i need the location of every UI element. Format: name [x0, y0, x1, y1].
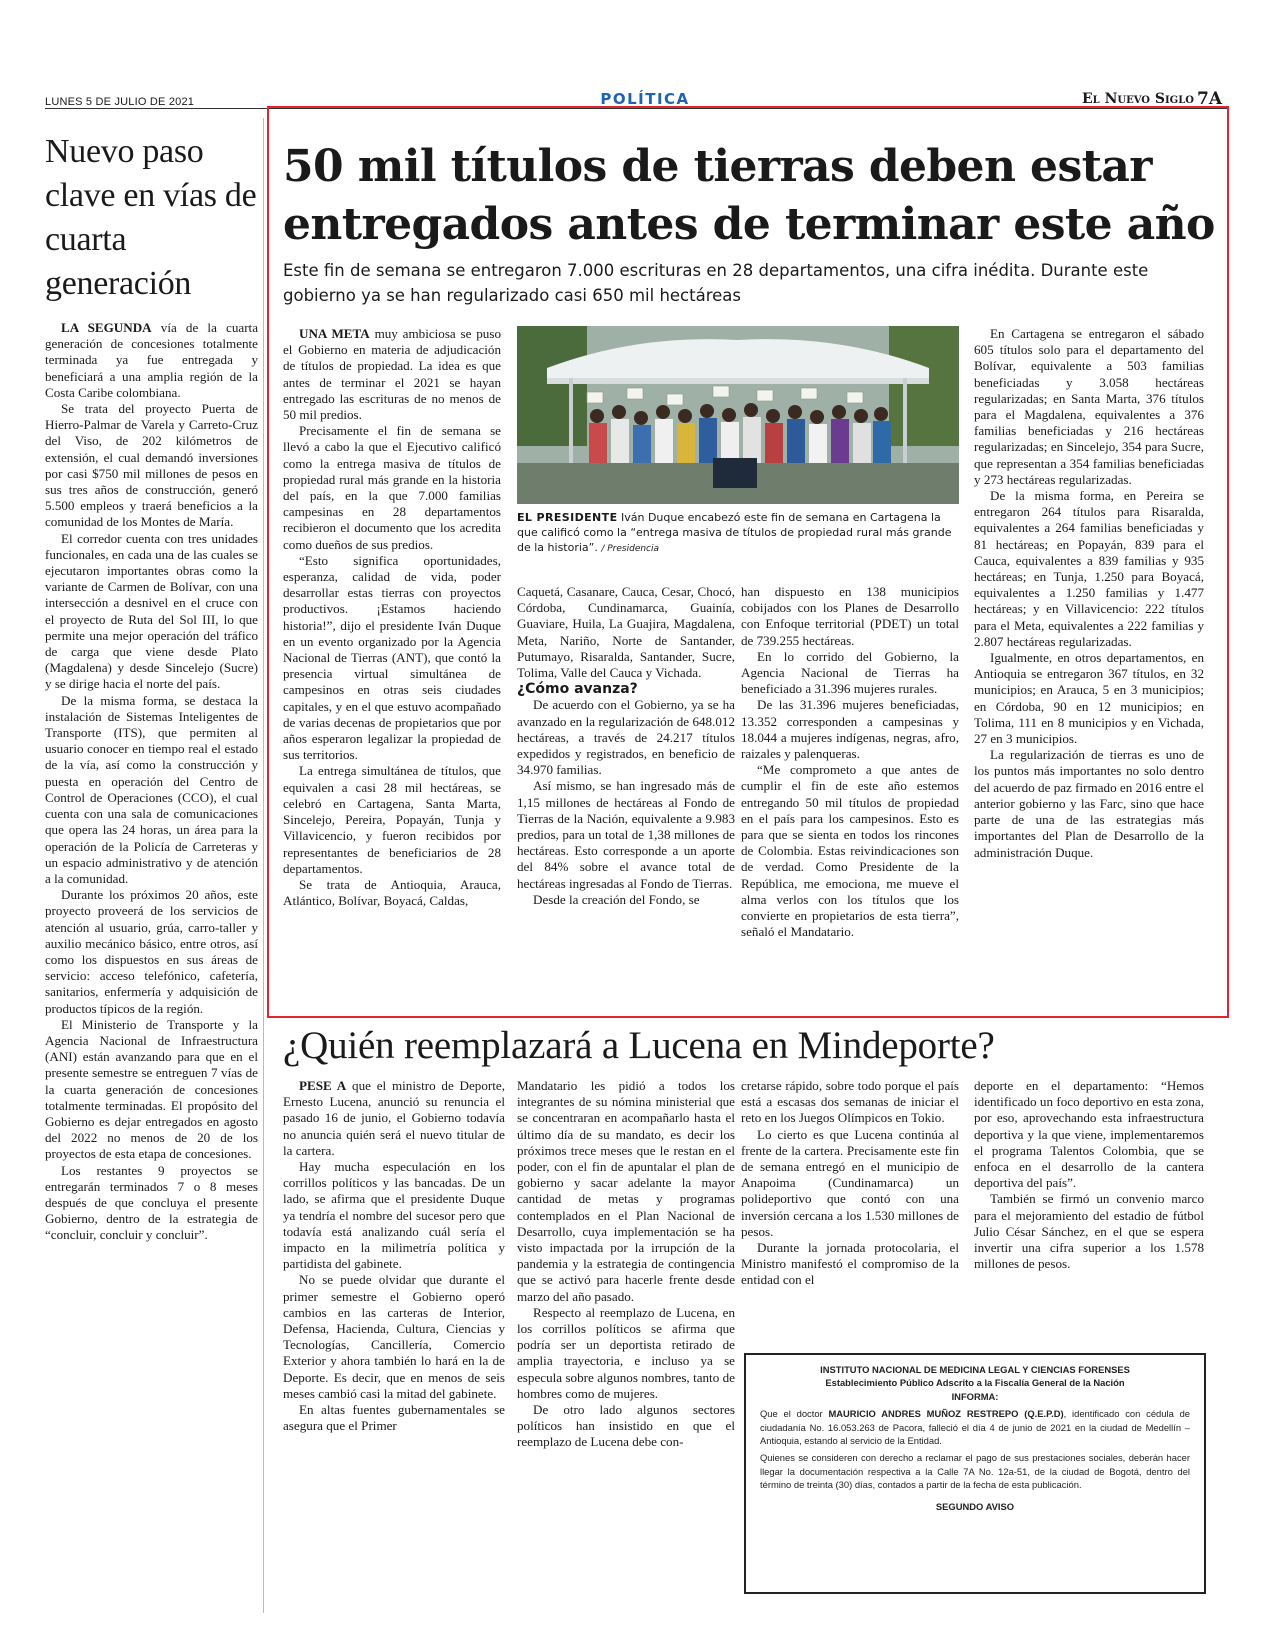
article-paragraph: Respecto al reemplazo de Lucena, en los corrillos políticos se afirma que podría ser un deportista retirado de amplia trayectoria, e incluso ya se especula sobre algunos nombres, tanto de hombres como de mujeres.	[517, 1304, 735, 1401]
article-paragraph: De otro lado algunos sectores políticos han insistido en que el reemplazo de Lucena debe con-	[517, 1402, 735, 1450]
second-column-1	[283, 1078, 505, 1434]
left-article	[45, 130, 258, 1244]
article-paragraph: Precisamente el fin de semana se llevó a cabo la que el Ejecutivo calificó como la entrega masiva de títulos de propiedad rural más grande en la historia del país, en la que 7.000 familias campesinas en 28 departamentos recibieron el documento que los acredita como dueños de sus predios.	[283, 423, 501, 552]
article-paragraph: No se puede olvidar que durante el primer semestre el Gobierno operó cambios en las carteras de Interior, Defensa, Hacienda, Cultura, Ciencias y Tecnologías, Cancillería, Comercio Exterior y ahora también lo hará en la de Deporte. Es decir, que en menos de seis meses cambió casi la mitad del gabinete.	[283, 1272, 505, 1401]
newspaper-brand: El Nuevo Siglo	[1082, 91, 1194, 107]
article-paragraph: UNA META muy ambiciosa se puso el Gobierno en materia de adjudicación de títulos de propiedad. La idea es que antes de terminar el 2021 se hayan entregado las escrituras de no menos de 50 mil predios.	[283, 326, 501, 423]
article-paragraph: LA SEGUNDA vía de la cuarta generación de concesiones totalmente terminada ya fue entregada y beneficiará a una amplia región de la Costa Caribe colombiana.	[45, 320, 259, 400]
article-paragraph: El corredor cuenta con tres unidades funcionales, en cada una de las cuales se ejecutaron importantes obras como la variante de Carmen de Bolívar, con una intersección a desnivel en el cruce con el proyecto de Ruta del Sol III, lo que permite una mejor operación del tráfico de carga que viene desde Plato (Magdalena) y desde Sincelejo (Sucre) y se dirige hacia el norte del país.	[45, 530, 258, 692]
photo-caption	[517, 510, 959, 557]
article-paragraph: Así mismo, se han ingresado más de 1,15 millones de hectáreas al Fondo de Tierras de la Nación, equivalente a 9.983 predios, para un total de 1,38 millones de hectáreas. Esto corresponde a un aporte del 84% sobre el avance total de hectáreas ingresadas al Fondo de Tierras.	[517, 778, 735, 891]
photo-credit: / Presidencia	[601, 544, 660, 554]
main-deck: Este fin de semana se entregaron 7.000 escrituras en 28 departamentos, una cifra inédita. Durante este gobierno ya se han regularizado casi 650 mil hectáreas	[283, 261, 1149, 305]
section-name: POLÍTICA	[600, 90, 690, 108]
article-paragraph: La regularización de tierras es uno de los puntos más importantes no solo dentro del acuerdo de paz firmado en 2016 entre el anterior gobierno y las Farc, sino que hace parte de una de las estrategias más importantes del Plan de Desarrollo de la administración Duque.	[974, 747, 1204, 860]
caption-text: Iván Duque encabezó este fin de semana en Cartagena la que calificó como la “entrega masiva de títulos de propiedad rural más grande de la historia”.	[517, 511, 952, 554]
article-paragraph: PESE A que el ministro de Deporte, Ernesto Lucena, anunció su renuncia el pasado 16 de junio, el Gobierno todavía no anuncia quién será el nuevo titular de la cartera.	[283, 1078, 505, 1158]
article-paragraph: Desde la creación del Fondo, se	[533, 891, 700, 907]
news-photo	[517, 326, 959, 504]
notice-subtitle: Establecimiento Público Adscrito a la Fiscalía General de la Nación	[825, 1377, 1125, 1389]
left-article-body	[45, 320, 258, 1244]
lead-word: UNA META	[299, 326, 370, 341]
second-column-4	[974, 1078, 1204, 1272]
article-paragraph: En altas fuentes gubernamentales se asegura que el Primer	[283, 1402, 505, 1434]
lead-word: PESE A	[299, 1078, 347, 1093]
main-column-2	[517, 584, 735, 908]
article-paragraph: “Esto significa oportunidades, esperanza, calidad de vida, poder desarrollar estas tierras con proyectos productivos. ¡Estamos haciendo historia!”, dijo el presidente Iván Duque en un evento organizado por la Agencia Nacional de Tierras (ANT), que contó la presencia virtual simultánea de campesinos en otras seis ciudades capitales, y en el que estuvo acompañado de varias decenas de propietarios que por años esperaron legalizar la propiedad de sus territorios.	[283, 552, 501, 763]
second-article-headline: ¿Quién reemplazará a Lucena en Mindeporte?	[283, 1024, 995, 1067]
article-paragraph: Los restantes 9 proyectos se entregarán terminados 7 o 8 meses después de que concluya el presente Gobierno, dentro de la estrategia de “concluir, concluir y concluir”.	[45, 1162, 258, 1243]
second-column-3	[741, 1078, 959, 1289]
caption-lead: EL PRESIDENTE	[517, 511, 618, 524]
article-paragraph: han dispuesto en 138 municipios cobijados con los Planes de Desarrollo con Enfoque territorial (PDET) un total de 739.255 hectáreas.	[741, 584, 959, 648]
notice-footer: SEGUNDO AVISO	[935, 1500, 1015, 1512]
article-paragraph: De las 31.396 mujeres beneficiadas, 13.352 corresponden a campesinas y 18.044 a mujeres indígenas, negras, afro, raizales y palenqueras.	[741, 697, 959, 762]
article-paragraph: Se trata del proyecto Puerta de Hierro-Palmar de Varela y Carreto-Cruz del Viso, de 202 kilómetros de extensión, el cual demandó inversiones por casi $750 mil millones de pesos en sus tres años de construcción, generó 5.500 empleos y traerá beneficios a la comunidad de los Montes de María.	[45, 401, 258, 530]
article-paragraph: Igualmente, en otros departamentos, en Antioquia se entregaron 367 títulos, en 32 municipios; en Arauca, 5 en 3 municipios; en Córdoba, 90 en 12 municipios; en Tolima, 111 en 8 municipios y en Vichada, 27 en 3 municipios.	[974, 650, 1204, 747]
article-paragraph: cretarse rápido, sobre todo porque el país está a escasas dos semanas de iniciar el reto en los Juegos Olímpicos en Tokio.	[741, 1078, 959, 1126]
article-paragraph: De acuerdo con el Gobierno, ya se ha avanzado en la regularización de 648.012 hectáreas, a través de 24.217 títulos expedidos y registrados, en beneficio de 34.970 familias.	[517, 697, 735, 778]
notice-body-2: Quienes se consideren con derecho a reclamar el pago de sus prestaciones sociales, deberán hacer llegar la documentación respectiva a la Calle 7A No. 12a-51, de la ciudad de Bogotá, dentro del término de treinta (30) días, contados a partir de la fecha de esta publicación.	[760, 1452, 1190, 1491]
article-paragraph: También se firmó un convenio marco para el mejoramiento del estadio de fútbol Julio César Sánchez, en el que se espera invertir una cifra superior a los 1.578 millones de pesos.	[974, 1191, 1204, 1272]
column-divider	[263, 118, 264, 1613]
article-paragraph: Hay mucha especulación en los corrillos políticos y las bancadas. De un lado, se afirma que el presidente Duque ya tendría el nombre del sucesor pero que todavía está analizando cuál sería el impacto en la milimetría política y partidista del gabinete.	[283, 1159, 505, 1272]
article-subhead: ¿Cómo avanza?	[517, 681, 638, 698]
article-paragraph: deporte en el departamento: “Hemos identificado un foco deportivo en esta zona, por eso, aprovechando esta infraestructura deportiva y la que viene, implementaremos el programa Talentos Colombia, que se enfoca en el desarrollo de la cantera deportiva del país”.	[974, 1078, 1204, 1191]
notice-body-1: Que el doctor MAURICIO ANDRES MUÑOZ RESTREPO (Q.E.P.D), identificado con cédula de ciudadanía No. 16.053.263 de Pacora, falleció el día 4 de junio de 2021 en la ciudad de Medellín – Antioquia, estando al servicio de la Entidad.	[760, 1408, 1190, 1447]
article-paragraph: En lo corrido del Gobierno, la Agencia Nacional de Tierras ha beneficiado a 31.396 mujeres rurales.	[741, 648, 959, 697]
article-paragraph: “Me comprometo a que antes de cumplir el fin de este año estemos entregando 50 mil títulos de propiedad en el país para los campesinos. Esto es para que se sienta en todos los rincones de Colombia. Estas reivindicaciones son de verdad. Como Presidente de la República, me emociona, me mueve el alma verlos con los títulos que los convierte en propietarios de esta tierra”, señaló el Mandatario.	[741, 762, 959, 940]
lead-word: LA SEGUNDA	[61, 320, 152, 335]
legal-notice	[744, 1353, 1206, 1594]
notice-deceased-name: MAURICIO ANDRES MUÑOZ RESTREPO (Q.E.P.D)	[828, 1408, 1064, 1420]
article-paragraph: Mandatario les pidió a todos los integrantes de su nómina ministerial que se concentraran en acompañarlo hasta el último día de su mandato, es decir los próximos trece meses que le restan en el poder, con el fin de apuntalar el plan de gobierno y sacar adelante la mayor cantidad de metas y programas contemplados en el Plan Nacional de Desarrollo, cuya implementación se ha visto impactada por la irrupción de la pandemia y la estrategia de contingencia que se activó para hacerle frente desde marzo del año pasado.	[517, 1078, 735, 1304]
main-column-3	[741, 584, 959, 940]
article-paragraph: En Cartagena se entregaron el sábado 605 títulos solo para el departamento del Bolívar, equivalente a 503 familias beneficiadas y 3.058 hectáreas regularizadas; en Santa Marta, 376 títulos para el Magdalena, equivalentes a 376 familias beneficiadas y 216 hectáreas regularizadas; en Sincelejo, 354 para Sucre, que representan a 354 familias beneficiadas y 273 hectáreas regularizadas.	[974, 326, 1204, 487]
article-paragraph: La entrega simultánea de títulos, que equivalen a casi 28 mil hectáreas, se celebró en Cartagena, Santa Marta, Sincelejo, Pereira, Popayán, Tunja y Villavicencio, y fueron recibidos por representantes de beneficiarios de 28 departamentos.	[283, 763, 501, 876]
main-headline: 50 mil títulos de tierras deben estar entregados antes de terminar este año	[283, 141, 1215, 250]
notice-informs: INFORMA:	[951, 1390, 999, 1402]
notice-institution: INSTITUTO NACIONAL DE MEDICINA LEGAL Y CIENCIAS FORENSES	[820, 1364, 1130, 1375]
article-paragraph: Se trata de Antioquia, Arauca, Atlántico, Bolívar, Boyacá, Caldas,	[283, 876, 501, 909]
main-column-1	[283, 326, 501, 909]
article-paragraph: Lo cierto es que Lucena continúa al frente de la cartera. Precisamente este fin de semana entregó en el municipio de Anapoima (Cundinamarca) un polideportivo que contó con una inversión cercana a los 1.530 millones de pesos.	[741, 1126, 959, 1239]
article-paragraph: Caquetá, Casanare, Cauca, Cesar, Chocó, Córdoba, Cundinamarca, Guainía, Guaviare, Huila, La Guajira, Magdalena, Meta, Nariño, Norte de Santander, Putumayo, Risaralda, Santander, Sucre, Tolima, Valle del Cauca y Vichada.	[517, 584, 735, 681]
left-article-headline: Nuevo paso clave en vías de cuarta generación	[45, 133, 257, 302]
page-number: 7A	[1197, 89, 1223, 109]
article-paragraph: De la misma forma, se destaca la instalación de Sistemas Inteligentes de Transporte (ITS), que permiten al usuario conocer en tiempo real el estado de la vía, así como la construcción y puesta en operación del Centro de Control de Operaciones (CCO), el cual cuenta con una sala de comunicaciones que opera las 24 horas, un área para la operación de la Policía de Carreteras y un espacio administrativo y de atención a la comunidad.	[45, 692, 258, 886]
article-paragraph: El Ministerio de Transporte y la Agencia Nacional de Infraestructura (ANI) están avanzando para que en el presente semestre se entreguen 7 vías de la cuarta generación de concesiones totalmente terminadas. El propósito del Gobierno es dejar entregados en agosto del 2022 no menos de 20 de los proyectos de esta etapa de concesiones.	[45, 1016, 258, 1162]
article-paragraph: Durante los próximos 20 años, este proyecto proveerá de los servicios de atención al usuario, grúa, carro-taller y auxilio mecánico básico, entre otros, así como los dispuestos en sus áreas de servicio: acceso telefónico, cafetería, sanitarios, enfermería y adquisición de productos típicos de la región.	[45, 887, 258, 1016]
issue-date: LUNES 5 DE JULIO DE 2021	[45, 96, 195, 108]
second-column-2	[517, 1078, 735, 1451]
main-column-4	[974, 326, 1204, 861]
article-paragraph: Durante la jornada protocolaria, el Ministro manifestó el compromiso de la entidad con el	[741, 1240, 959, 1288]
article-paragraph: De la misma forma, en Pereira se entregaron 264 títulos para Risaralda, equivalentes a 264 familias beneficiadas y 81 hectáreas; en Popayán, 839 para el Cauca, equivalentes a 839 familias y 935 hectáreas; en Tunja, 1.250 para Boyacá, equivalentes a 1.250 familias y 1.477 hectáreas; y en Villavicencio: 222 títulos para el Meta, equivalentes a 222 familias y 2.807 hectáreas regularizadas.	[974, 488, 1204, 649]
